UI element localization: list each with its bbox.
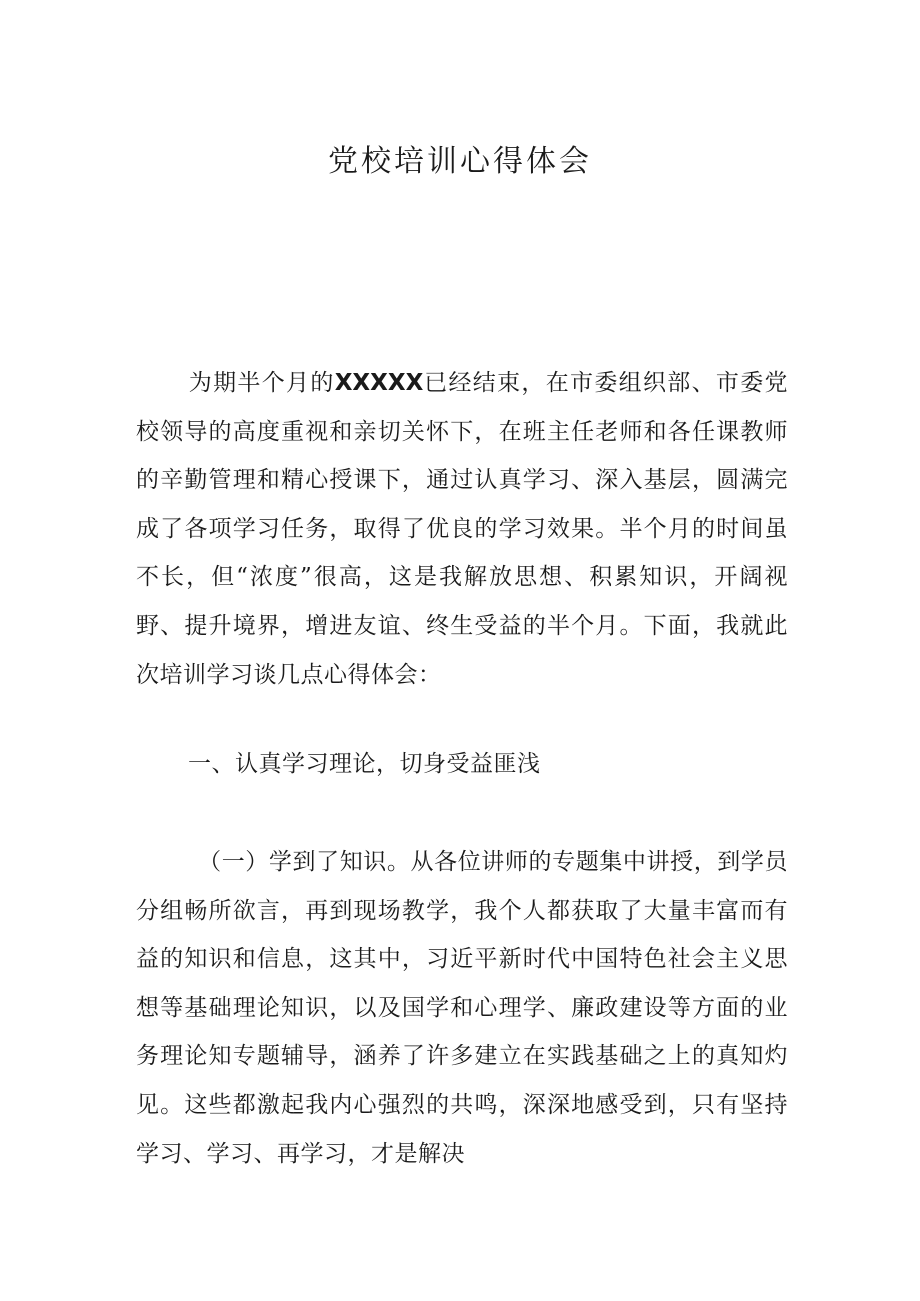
section-heading (136, 740, 788, 788)
section-paragraph (136, 838, 788, 1178)
document-title: 党校培训心得体会 (328, 144, 592, 179)
placeholder-mark: XXXXX (334, 370, 424, 396)
intro-text-start: 为期半个月的 (188, 370, 335, 396)
intro-paragraph (136, 359, 788, 699)
intro-text-rest: 已经结束，在市委组织部、市委党校领导的高度重视和亲切关怀下，在班主任老师和各任课教师的辛勤管理和精心授课下，通过认真学习、深入基层，圆满完成了各项学习任务，取得了优良的学习效果。半个月的时间虽不长，但“浓度”很高，这是我解放思想、积累知识，开阔视野、提升境界，增进友谊、终生受益的半个月。下面，我就此次培训学习谈几点心得体会： (136, 370, 789, 688)
section-paragraph-text: （一）学到了知识。从各位讲师的专题集中讲授，到学员分组畅所欲言，再到现场教学，我个人都获取了大量丰富而有益的知识和信息，这其中，习近平新时代中国特色社会主义思想等基础理论知识，以及国学和心理学、廉政建设等方面的业务理论知专题辅导，涵养了许多建立在实践基础之上的真知灼见。这些都激起我内心强烈的共鸣，深深地感受到，只有坚持学习、学习、再学习，才是解决 (136, 849, 788, 1167)
section-heading-text: 一、认真学习理论，切身受益匪浅 (188, 751, 541, 777)
